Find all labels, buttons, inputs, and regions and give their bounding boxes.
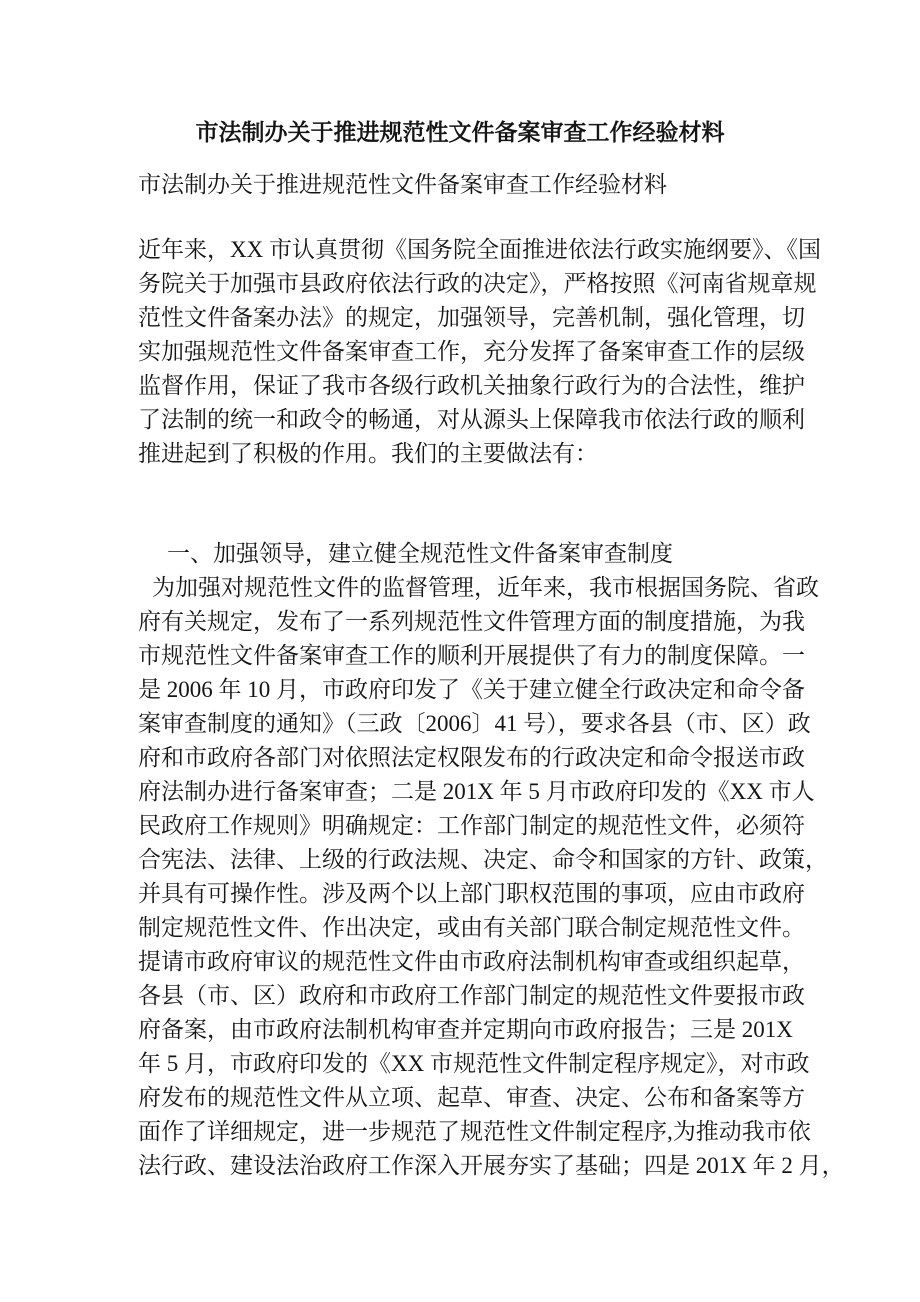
text-line: 实加强规范性文件备案审查工作，充分发挥了备案审查工作的层级: [138, 339, 805, 364]
text-line: 府有关规定，发布了一系列规范性文件管理方面的制度措施，为我: [138, 609, 805, 634]
text-line: 案审查制度的通知》（三政〔2006〕41 号），要求各县（市、区）政: [138, 711, 811, 736]
text-line: 府发布的规范性文件从立项、起草、审查、决定、公布和备案等方: [138, 1085, 805, 1110]
text-line: 民政府工作规则》明确规定：工作部门制定的规范性文件，必须符: [138, 813, 805, 838]
text-line: 市规范性文件备案审查工作的顺利开展提供了有力的制度保障。一: [138, 643, 805, 668]
text-line: 务院关于加强市县政府依法行政的决定》，严格按照《河南省规章规: [138, 271, 817, 296]
text-line: 提请市政府审议的规范性文件由市政府法制机构审查或组织起草，: [138, 949, 805, 974]
text-line: 面作了详细规定，进一步规范了规范性文件制定程序,为推动我市依: [138, 1119, 811, 1144]
text-line: 为加强对规范性文件的监督管理，近年来，我市根据国务院、省政: [152, 575, 819, 600]
text-line: 各县（市、区）政府和市政府工作部门制定的规范性文件要报市政: [138, 983, 805, 1008]
text-line: 是 2006 年 10 月，市政府印发了《关于建立健全行政决定和命令备: [138, 677, 805, 702]
text-line: 制定规范性文件、作出决定，或由有关部门联合制定规范性文件。: [138, 915, 805, 940]
text-line: 府备案，由市政府法制机构审查并定期向市政府报告；三是 201X: [138, 1017, 793, 1042]
paragraph-intro: [138, 202, 840, 471]
text-line: 府法制办进行备案审查；二是 201X 年 5 月市政府印发的《XX 市人: [138, 779, 815, 804]
document-title: 市法制办关于推进规范性文件备案审查工作经验材料: [195, 120, 725, 145]
text-line: 了法制的统一和政令的畅通，对从源头上保障我市依法行政的顺利: [138, 407, 805, 432]
section-heading-1: 一、加强领导，建立健全规范性文件备案审查制度: [167, 541, 673, 566]
text-line: 年 5 月，市政府印发的《XX 市规范性文件制定程序规定》，对市政: [138, 1051, 810, 1076]
text-line: 法行政、建设法治政府工作深入开展夯实了基础；四是 201X 年 2 月，: [138, 1153, 845, 1178]
text-line: 范性文件备案办法》的规定，加强领导，完善机制，强化管理，切: [138, 305, 805, 330]
text-line: 推进起到了积极的作用。我们的主要做法有：: [138, 441, 598, 466]
paragraph-section-1: [138, 571, 845, 1183]
text-line: 监督作用，保证了我市各级行政机关抽象行政行为的合法性，维护: [138, 373, 805, 398]
text-line: 并具有可操作性。涉及两个以上部门职权范围的事项，应由市政府: [138, 881, 805, 906]
document-subtitle: 市法制办关于推进规范性文件备案审查工作经验材料: [138, 172, 667, 197]
text-line: 近年来，XX 市认真贯彻《国务院全面推进依法行政实施纲要》、《国: [138, 237, 821, 262]
document-body: [0, 150, 920, 1183]
text-line: 府和市政府各部门对依照法定权限发布的行政决定和命令报送市政: [138, 745, 805, 770]
text-line: 合宪法、法律、上级的行政法规、决定、命令和国家的方针、政策，: [138, 847, 828, 872]
